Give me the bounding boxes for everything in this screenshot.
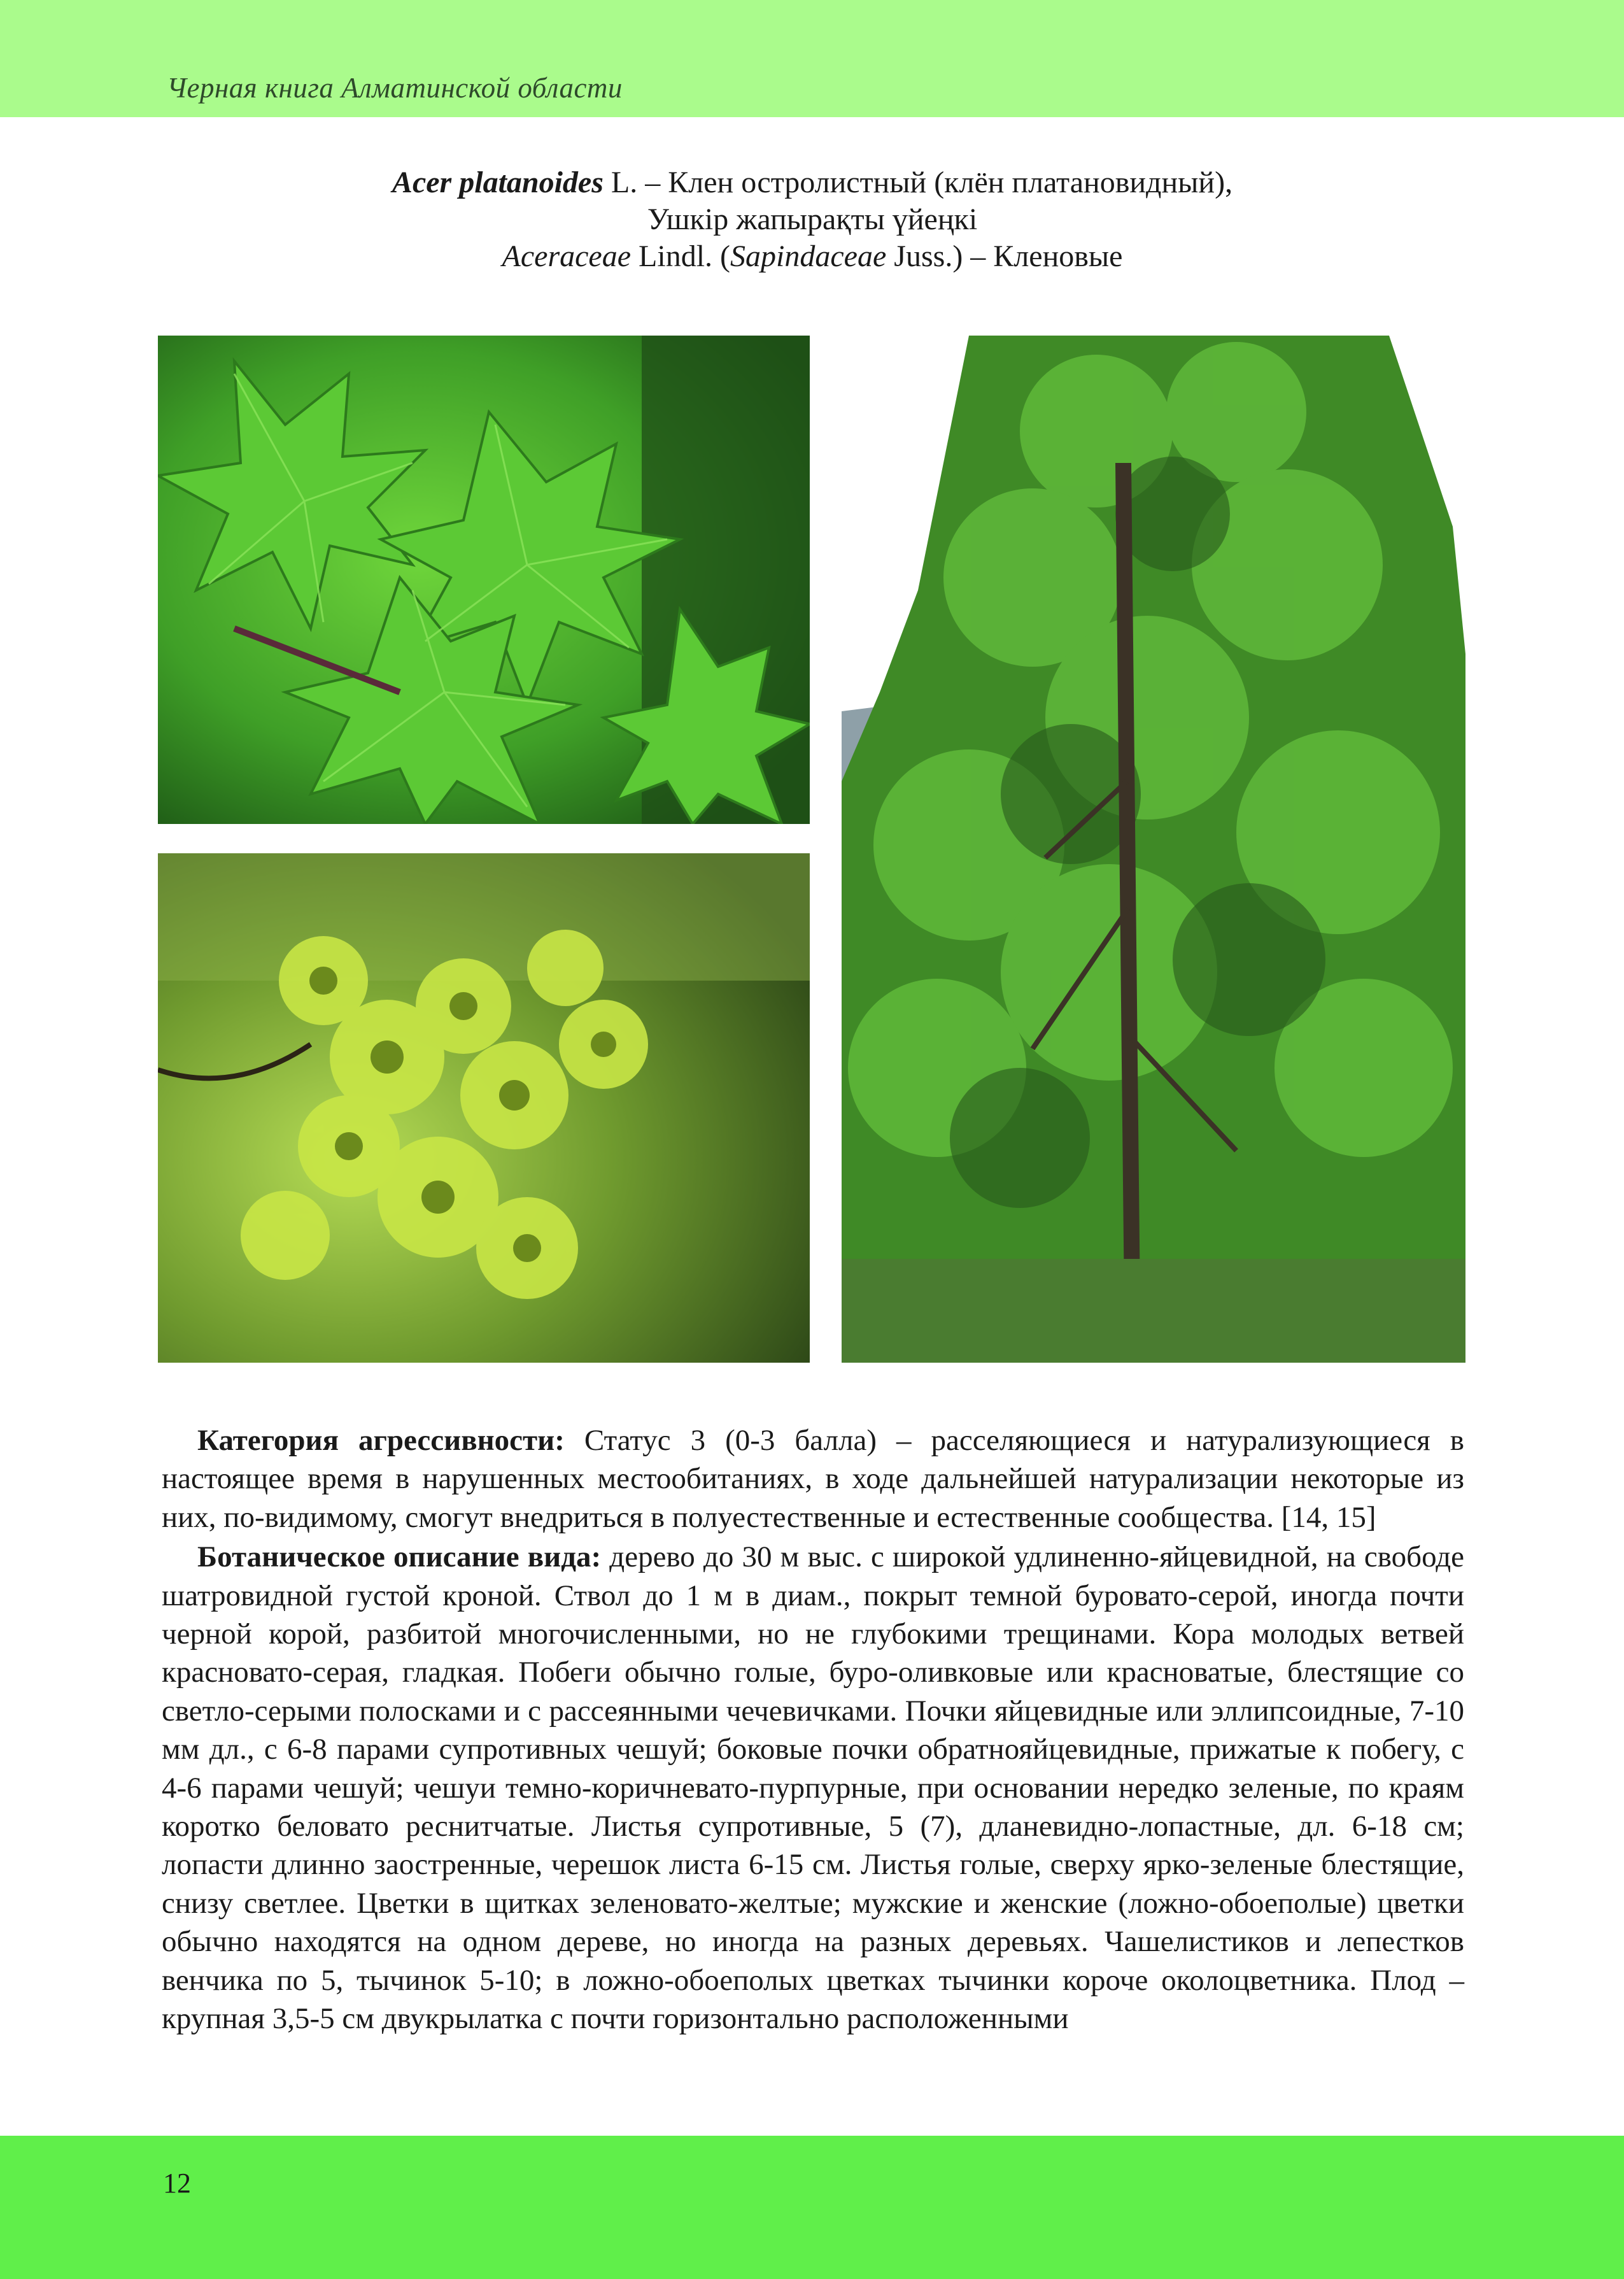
page-number: 12 bbox=[163, 2168, 191, 2199]
body-text bbox=[162, 1421, 1464, 2038]
description-label: Ботаническое описание вида: bbox=[197, 1540, 602, 1574]
leaves-illustration bbox=[158, 336, 810, 824]
kazakh-name: Ушкір жапырақты үйеңкі bbox=[647, 202, 978, 236]
tree-photo bbox=[842, 336, 1465, 1363]
flowers-illustration bbox=[158, 853, 810, 1363]
running-title: Черная книга Алматинской области bbox=[167, 72, 623, 104]
russian-name: – Клен остролистный (клён платановидный), bbox=[645, 166, 1233, 199]
footer-band bbox=[0, 2136, 1624, 2279]
latin-name: Acer platanoides bbox=[392, 166, 604, 199]
family-alt: Sapindaceae bbox=[730, 239, 887, 273]
family-alt-author: Juss.) – Кленовые bbox=[894, 239, 1123, 273]
aggressiveness-label: Категория агрессивности: bbox=[197, 1424, 565, 1457]
leaves-photo bbox=[158, 336, 810, 824]
flowers-photo bbox=[158, 853, 810, 1363]
aggressiveness-paragraph bbox=[162, 1421, 1464, 1537]
family-line bbox=[166, 238, 1459, 275]
family-latin: Aceraceae bbox=[502, 239, 632, 273]
author: L. bbox=[611, 166, 638, 199]
family-author: Lindl. ( bbox=[639, 239, 731, 273]
aggressiveness-text: Статус 3 (0-3 балла) – расселяющиеся и натурализующиеся в настоящее время в нарушенных местообитаниях, в ходе дальнейшей натурализации некоторые из них, по-видимому, смогут внедриться в полуестественные и естественные сообщества. [14, 15] bbox=[162, 1424, 1464, 1534]
description-paragraph bbox=[162, 1538, 1464, 2038]
title-line-1 bbox=[166, 164, 1459, 201]
tree-illustration bbox=[842, 336, 1465, 1363]
description-text: дерево до 30 м выс. с широкой удлиненно-яйцевидной, на свободе шатровидной густой кроной. Ствол до 1 м в диам., покрыт темной буровато-серой, иногда почти черной корой, разбитой многочисленными, но не глубокими трещинами. Кора молодых ветвей красновато-серая, гладкая. Побеги обычно голые, буро-оливковые или красноватые, блестящие со светло-серыми полосками и с рассеянными чечевичками. Почки яйцевидные или эллипсоидные, 7-10 мм дл., с 6-8 парами супротивных чешуй; боковые почки обратнояйцевидные, прижатые к побегу, с 4-6 парами чешуй; чешуи темно-коричневато-пурпурные, при основании нередко зеленые, по краям коротко беловато реснитчатые. Листья супротивные, 5 (7), дланевидно-лопастные, дл. 6-18 см; лопасти длинно заостренные, черешок листа 6-15 см. Листья голые, сверху ярко-зеленые блестящие, снизу светлее. Цветки в щитках зеленовато-желтые; мужские и женские (ложно-обоеполые) цветки обычно находятся на одном дереве, но иногда на разных деревьях. Чашелистиков и лепестков венчика по 5, тычинок 5-10; в ложно-обоеполых цветках тычинки короче околоцветника. Плод – крупная 3,5-5 см двукрылатка с почти горизонтально расположенными bbox=[162, 1540, 1464, 2036]
species-title bbox=[166, 164, 1459, 275]
